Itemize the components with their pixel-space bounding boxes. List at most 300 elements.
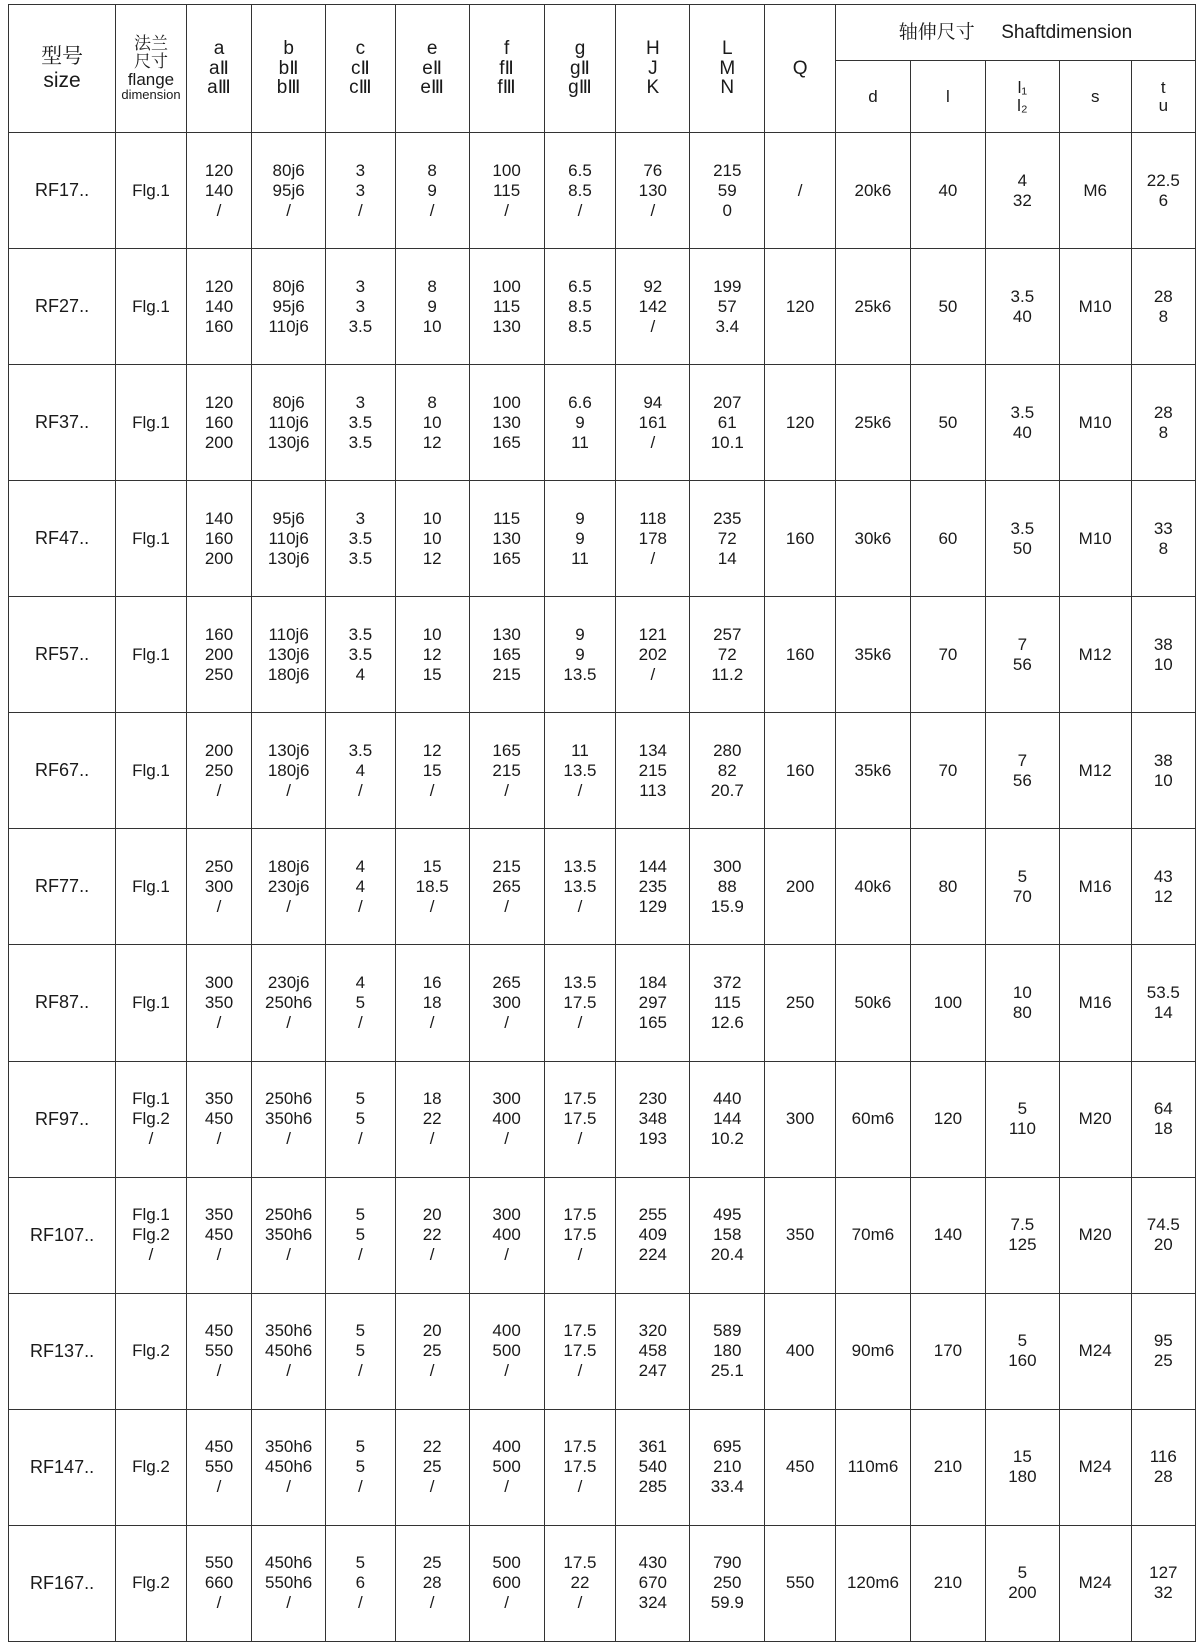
e-value: 15 bbox=[422, 760, 442, 780]
f-value: 130 bbox=[492, 528, 521, 548]
g-value: 13.5 bbox=[563, 856, 597, 876]
header-flange-en-1: flange bbox=[127, 69, 175, 89]
f-cell bbox=[469, 481, 544, 597]
size-value: RF37.. bbox=[35, 412, 90, 433]
header-t: t bbox=[1160, 77, 1166, 97]
b-cell bbox=[252, 597, 326, 713]
hjk-value: 178 bbox=[638, 528, 667, 548]
g-value: 9 bbox=[575, 644, 585, 664]
table-row bbox=[9, 1293, 1196, 1409]
d-cell bbox=[835, 1409, 910, 1525]
flange-cell bbox=[116, 1409, 187, 1525]
tu-cell bbox=[1131, 133, 1195, 249]
e-value: / bbox=[429, 1361, 435, 1381]
tu-cell bbox=[1131, 1525, 1195, 1641]
c-value: 5 bbox=[355, 1437, 366, 1457]
flange-cell bbox=[116, 133, 187, 249]
e-cell bbox=[395, 1525, 469, 1641]
size-cell bbox=[9, 713, 116, 829]
b-value: 110j6 bbox=[268, 624, 309, 644]
e-value: 12 bbox=[422, 548, 442, 568]
b-value: 350h6 bbox=[264, 1437, 313, 1457]
a-value: 140 bbox=[204, 508, 234, 528]
hjk-value: 320 bbox=[638, 1321, 667, 1341]
lmn-value: 15.9 bbox=[710, 896, 744, 916]
c-cell bbox=[326, 1525, 396, 1641]
flg-value: Flg.1 bbox=[132, 296, 170, 316]
e-value: 18 bbox=[422, 1089, 442, 1109]
c-value: 4 bbox=[355, 856, 366, 876]
a-cell bbox=[186, 597, 251, 713]
c-cell bbox=[326, 249, 396, 365]
c-cell bbox=[326, 133, 396, 249]
e-cell bbox=[395, 1061, 469, 1177]
e-value: 22 bbox=[422, 1437, 442, 1457]
lmn-cell bbox=[690, 1061, 765, 1177]
d-value: 90m6 bbox=[851, 1341, 895, 1361]
hjk-cell bbox=[616, 597, 690, 713]
c-value: / bbox=[358, 1477, 363, 1497]
g-value: 17.5 bbox=[563, 1321, 597, 1341]
size-value: RF67.. bbox=[35, 760, 90, 781]
header-hjk bbox=[616, 5, 690, 133]
e-value: 20 bbox=[422, 1321, 442, 1341]
g-value: 17.5 bbox=[563, 1553, 597, 1573]
l12-value: 5 bbox=[1017, 1099, 1028, 1119]
q-value: 120 bbox=[785, 296, 815, 316]
q-cell bbox=[765, 365, 836, 481]
l12-value: 160 bbox=[1008, 1351, 1037, 1371]
c-value: 4 bbox=[355, 876, 366, 896]
f-value: / bbox=[504, 896, 509, 916]
c-value: / bbox=[358, 1245, 363, 1265]
g-cell bbox=[544, 249, 616, 365]
d-value: 110m6 bbox=[847, 1457, 899, 1477]
a-value: 200 bbox=[204, 432, 234, 452]
hjk-value: 409 bbox=[638, 1225, 667, 1245]
g-value: / bbox=[577, 1477, 583, 1497]
l12-cell bbox=[985, 365, 1059, 481]
f-value: / bbox=[504, 200, 509, 220]
s-cell bbox=[1059, 597, 1131, 713]
e-value: 16 bbox=[422, 972, 442, 992]
d-value: 60m6 bbox=[851, 1109, 895, 1129]
lmn-value: 20.7 bbox=[710, 780, 744, 800]
s-cell bbox=[1059, 1177, 1131, 1293]
e-value: 15 bbox=[422, 664, 442, 684]
q-value: 250 bbox=[785, 992, 815, 1012]
d-cell bbox=[835, 1061, 910, 1177]
tu-value: 64 bbox=[1153, 1099, 1173, 1119]
header-b bbox=[252, 5, 326, 133]
l-value: 210 bbox=[933, 1573, 963, 1593]
s-value: M12 bbox=[1078, 644, 1112, 664]
a-value: / bbox=[216, 896, 222, 916]
lmn-cell bbox=[690, 1525, 765, 1641]
e-value: / bbox=[429, 896, 435, 916]
size-value: RF27.. bbox=[35, 296, 90, 317]
g-value: 17.5 bbox=[563, 1457, 597, 1477]
b-value: 550h6 bbox=[264, 1573, 313, 1593]
lmn-value: 790 bbox=[713, 1553, 742, 1573]
f-value: / bbox=[504, 1012, 509, 1032]
a-value: 160 bbox=[204, 624, 234, 644]
d-value: 25k6 bbox=[854, 412, 892, 432]
g-value: 17.5 bbox=[563, 1225, 597, 1245]
a-value: 160 bbox=[204, 528, 234, 548]
lmn-value: 210 bbox=[713, 1457, 742, 1477]
b-value: 130j6 bbox=[267, 432, 310, 452]
c-value: 3.5 bbox=[348, 740, 373, 760]
lmn-cell bbox=[690, 945, 765, 1061]
flange-cell bbox=[116, 829, 187, 945]
hjk-value: 235 bbox=[638, 876, 667, 896]
c-value: 3.5 bbox=[348, 432, 373, 452]
hjk-value: 430 bbox=[638, 1553, 667, 1573]
c-value: 5 bbox=[355, 1457, 366, 1477]
f-cell bbox=[469, 249, 544, 365]
size-cell bbox=[9, 597, 116, 713]
tu-cell bbox=[1131, 1177, 1195, 1293]
s-cell bbox=[1059, 713, 1131, 829]
b-value: 230j6 bbox=[267, 876, 310, 896]
l-cell bbox=[910, 945, 985, 1061]
g-cell bbox=[544, 829, 616, 945]
a-value: / bbox=[216, 1129, 222, 1149]
b-value: / bbox=[286, 1593, 291, 1613]
table-row bbox=[9, 829, 1196, 945]
a-value: 200 bbox=[204, 548, 234, 568]
l12-cell bbox=[985, 481, 1059, 597]
tu-value: 14 bbox=[1153, 1002, 1173, 1022]
b-value: 250h6 bbox=[264, 992, 313, 1012]
a-value: 350 bbox=[204, 1205, 234, 1225]
l-cell bbox=[910, 1525, 985, 1641]
tu-value: 116 bbox=[1149, 1447, 1177, 1467]
lmn-cell bbox=[690, 133, 765, 249]
g-value: 17.5 bbox=[563, 1205, 597, 1225]
g-cell bbox=[544, 597, 616, 713]
s-value: M10 bbox=[1078, 412, 1112, 432]
header-flange bbox=[116, 5, 187, 133]
f-value: 400 bbox=[492, 1225, 521, 1245]
s-value: M20 bbox=[1078, 1109, 1112, 1129]
size-value: RF167.. bbox=[30, 1572, 95, 1593]
l12-cell bbox=[985, 249, 1059, 365]
b-value: 350h6 bbox=[264, 1109, 313, 1129]
a-value: 550 bbox=[204, 1457, 234, 1477]
f-value: 100 bbox=[492, 160, 521, 180]
l12-cell bbox=[985, 1061, 1059, 1177]
l-value: 100 bbox=[933, 992, 963, 1012]
l-value: 170 bbox=[933, 1341, 963, 1361]
l12-cell bbox=[985, 945, 1059, 1061]
l12-value: 40 bbox=[1012, 306, 1032, 326]
hjk-value: 161 bbox=[638, 412, 667, 432]
size-value: RF97.. bbox=[35, 1108, 90, 1129]
header-hjk-1: H bbox=[645, 37, 660, 59]
hjk-value: / bbox=[650, 316, 656, 336]
a-cell bbox=[186, 133, 251, 249]
header-g-3: gⅢ bbox=[568, 77, 592, 99]
f-cell bbox=[469, 1525, 544, 1641]
g-value: / bbox=[577, 1361, 583, 1381]
hjk-value: 142 bbox=[638, 296, 667, 316]
q-value: 160 bbox=[785, 760, 815, 780]
size-cell bbox=[9, 829, 116, 945]
b-value: 180j6 bbox=[267, 664, 310, 684]
lmn-value: 59 bbox=[717, 180, 737, 200]
g-cell bbox=[544, 1293, 616, 1409]
size-cell bbox=[9, 1409, 116, 1525]
b-value: 95j6 bbox=[272, 180, 305, 200]
s-cell bbox=[1059, 133, 1131, 249]
s-value: M6 bbox=[1083, 180, 1108, 200]
c-value: / bbox=[358, 200, 363, 220]
d-value: 20k6 bbox=[854, 180, 892, 200]
b-value: 130j6 bbox=[267, 548, 310, 568]
hjk-value: 255 bbox=[638, 1205, 667, 1225]
c-value: / bbox=[358, 1129, 363, 1149]
g-value: / bbox=[577, 1129, 583, 1149]
f-value: 265 bbox=[492, 972, 521, 992]
size-cell bbox=[9, 249, 116, 365]
s-cell bbox=[1059, 1061, 1131, 1177]
l-value: 70 bbox=[938, 644, 958, 664]
header-e bbox=[395, 5, 469, 133]
f-cell bbox=[469, 597, 544, 713]
f-cell bbox=[469, 365, 544, 481]
q-value: 160 bbox=[785, 528, 815, 548]
q-cell bbox=[765, 713, 836, 829]
c-value: 3 bbox=[355, 276, 366, 296]
l12-value: 56 bbox=[1012, 770, 1032, 790]
hjk-value: 285 bbox=[638, 1477, 667, 1497]
header-q-label: Q bbox=[792, 57, 808, 79]
l-value: 210 bbox=[933, 1457, 963, 1477]
size-value: RF147.. bbox=[30, 1456, 95, 1477]
f-value: 215 bbox=[492, 856, 521, 876]
b-cell bbox=[252, 1409, 326, 1525]
lmn-value: 144 bbox=[713, 1109, 742, 1129]
l-cell bbox=[910, 1409, 985, 1525]
c-value: 5 bbox=[355, 1321, 366, 1341]
b-value: 230j6 bbox=[267, 972, 310, 992]
lmn-value: 180 bbox=[713, 1341, 742, 1361]
f-cell bbox=[469, 133, 544, 249]
s-value: M12 bbox=[1078, 760, 1112, 780]
lmn-value: 11.2 bbox=[711, 664, 744, 684]
q-cell bbox=[765, 829, 836, 945]
l-cell bbox=[910, 1293, 985, 1409]
a-value: 300 bbox=[204, 876, 234, 896]
tu-value: 12 bbox=[1153, 886, 1173, 906]
flg-value: Flg.1 bbox=[132, 1089, 170, 1109]
c-value: 5 bbox=[355, 1553, 366, 1573]
f-value: 165 bbox=[492, 644, 521, 664]
lmn-value: 695 bbox=[713, 1437, 742, 1457]
header-l bbox=[910, 61, 985, 133]
table-row bbox=[9, 1177, 1196, 1293]
g-cell bbox=[544, 1525, 616, 1641]
a-cell bbox=[186, 249, 251, 365]
lmn-value: 235 bbox=[713, 508, 742, 528]
lmn-cell bbox=[690, 481, 765, 597]
c-cell bbox=[326, 1061, 396, 1177]
hjk-value: / bbox=[650, 548, 656, 568]
g-value: / bbox=[577, 780, 583, 800]
e-value: 25 bbox=[422, 1553, 442, 1573]
a-value: 450 bbox=[204, 1321, 234, 1341]
c-value: 4 bbox=[355, 760, 366, 780]
hjk-value: 224 bbox=[638, 1245, 667, 1265]
c-value: 3 bbox=[355, 180, 366, 200]
tu-value: 38 bbox=[1153, 750, 1173, 770]
header-lmn-1: L bbox=[721, 37, 733, 59]
l12-value: 125 bbox=[1008, 1235, 1037, 1255]
c-value: 3 bbox=[355, 160, 366, 180]
flg-value: Flg.1 bbox=[132, 992, 170, 1012]
a-value: / bbox=[216, 1593, 222, 1613]
b-value: 80j6 bbox=[272, 276, 305, 296]
lmn-cell bbox=[690, 365, 765, 481]
hjk-value: 121 bbox=[638, 624, 667, 644]
e-value: 10 bbox=[422, 316, 442, 336]
lmn-value: 88 bbox=[717, 876, 737, 896]
d-cell bbox=[835, 829, 910, 945]
f-cell bbox=[469, 1177, 544, 1293]
g-value: 17.5 bbox=[563, 1089, 597, 1109]
hjk-value: 230 bbox=[638, 1089, 667, 1109]
e-cell bbox=[395, 829, 469, 945]
e-cell bbox=[395, 713, 469, 829]
lmn-cell bbox=[690, 1177, 765, 1293]
lmn-value: 589 bbox=[713, 1321, 742, 1341]
c-value: 5 bbox=[355, 1225, 366, 1245]
c-cell bbox=[326, 365, 396, 481]
tu-cell bbox=[1131, 1409, 1195, 1525]
a-value: 350 bbox=[204, 1089, 234, 1109]
q-cell bbox=[765, 249, 836, 365]
f-value: 500 bbox=[492, 1553, 521, 1573]
a-cell bbox=[186, 829, 251, 945]
q-value: 300 bbox=[785, 1109, 815, 1129]
l-cell bbox=[910, 829, 985, 945]
header-s bbox=[1059, 61, 1131, 133]
hjk-value: 134 bbox=[638, 740, 667, 760]
g-cell bbox=[544, 945, 616, 1061]
tu-value: 25 bbox=[1153, 1351, 1173, 1371]
c-value: 3.5 bbox=[348, 548, 373, 568]
header-e-3: eⅢ bbox=[420, 77, 444, 99]
g-value: 8.5 bbox=[568, 316, 592, 336]
l12-value: 50 bbox=[1012, 538, 1032, 558]
tu-cell bbox=[1131, 597, 1195, 713]
hjk-value: 94 bbox=[643, 392, 663, 412]
c-value: 3.5 bbox=[348, 316, 373, 336]
b-cell bbox=[252, 1177, 326, 1293]
a-value: / bbox=[216, 1477, 222, 1497]
s-cell bbox=[1059, 365, 1131, 481]
e-value: 22 bbox=[422, 1225, 442, 1245]
d-cell bbox=[835, 133, 910, 249]
header-f-2: fⅡ bbox=[499, 57, 514, 79]
lmn-value: 72 bbox=[717, 644, 737, 664]
s-cell bbox=[1059, 829, 1131, 945]
b-value: / bbox=[286, 1477, 291, 1497]
header-size bbox=[9, 5, 116, 133]
e-value: 18 bbox=[422, 992, 442, 1012]
tu-value: 10 bbox=[1153, 770, 1173, 790]
g-cell bbox=[544, 481, 616, 597]
hjk-value: 247 bbox=[638, 1361, 667, 1381]
f-value: / bbox=[504, 780, 509, 800]
hjk-value: / bbox=[650, 664, 656, 684]
f-value: 400 bbox=[492, 1321, 521, 1341]
l12-cell bbox=[985, 1293, 1059, 1409]
tu-value: 18 bbox=[1153, 1119, 1173, 1139]
header-g bbox=[544, 5, 616, 133]
q-value: 160 bbox=[785, 644, 815, 664]
f-value: 165 bbox=[492, 432, 521, 452]
hjk-value: / bbox=[650, 432, 656, 452]
f-value: 165 bbox=[492, 548, 521, 568]
tu-cell bbox=[1131, 365, 1195, 481]
b-value: / bbox=[286, 1012, 291, 1032]
l12-value: 180 bbox=[1008, 1467, 1037, 1487]
a-value: 120 bbox=[204, 160, 234, 180]
tu-value: 28 bbox=[1153, 402, 1173, 422]
q-cell bbox=[765, 1061, 836, 1177]
d-value: 30k6 bbox=[854, 528, 892, 548]
l12-value: 40 bbox=[1012, 422, 1032, 442]
b-value: 450h6 bbox=[264, 1553, 313, 1573]
hjk-value: 193 bbox=[638, 1129, 667, 1149]
l12-value: 4 bbox=[1017, 170, 1028, 190]
tu-value: 10 bbox=[1153, 654, 1173, 674]
flg-value: Flg.1 bbox=[132, 1205, 170, 1225]
hjk-cell bbox=[616, 481, 690, 597]
lmn-value: 10.2 bbox=[710, 1129, 744, 1149]
l12-cell bbox=[985, 1177, 1059, 1293]
header-q bbox=[765, 5, 836, 133]
a-cell bbox=[186, 1409, 251, 1525]
s-value: M16 bbox=[1078, 876, 1112, 896]
a-value: 660 bbox=[204, 1573, 234, 1593]
f-value: / bbox=[504, 1593, 509, 1613]
header-u: u bbox=[1158, 95, 1169, 115]
a-value: 550 bbox=[204, 1341, 234, 1361]
l12-value: 80 bbox=[1012, 1002, 1032, 1022]
b-value: / bbox=[286, 896, 291, 916]
tu-value: 22.5 bbox=[1146, 170, 1180, 190]
g-cell bbox=[544, 365, 616, 481]
table-row bbox=[9, 133, 1196, 249]
size-value: RF77.. bbox=[35, 876, 90, 897]
g-value: 11 bbox=[571, 740, 589, 760]
c-cell bbox=[326, 1409, 396, 1525]
hjk-value: 165 bbox=[638, 1012, 667, 1032]
g-value: 11 bbox=[571, 548, 589, 568]
l12-value: 200 bbox=[1008, 1583, 1037, 1603]
a-value: 450 bbox=[204, 1225, 234, 1245]
c-value: 3.5 bbox=[348, 528, 373, 548]
tu-value: 20 bbox=[1153, 1235, 1173, 1255]
b-value: 250h6 bbox=[264, 1205, 313, 1225]
g-value: 17.5 bbox=[563, 1437, 597, 1457]
d-cell bbox=[835, 597, 910, 713]
e-value: / bbox=[429, 1477, 435, 1497]
